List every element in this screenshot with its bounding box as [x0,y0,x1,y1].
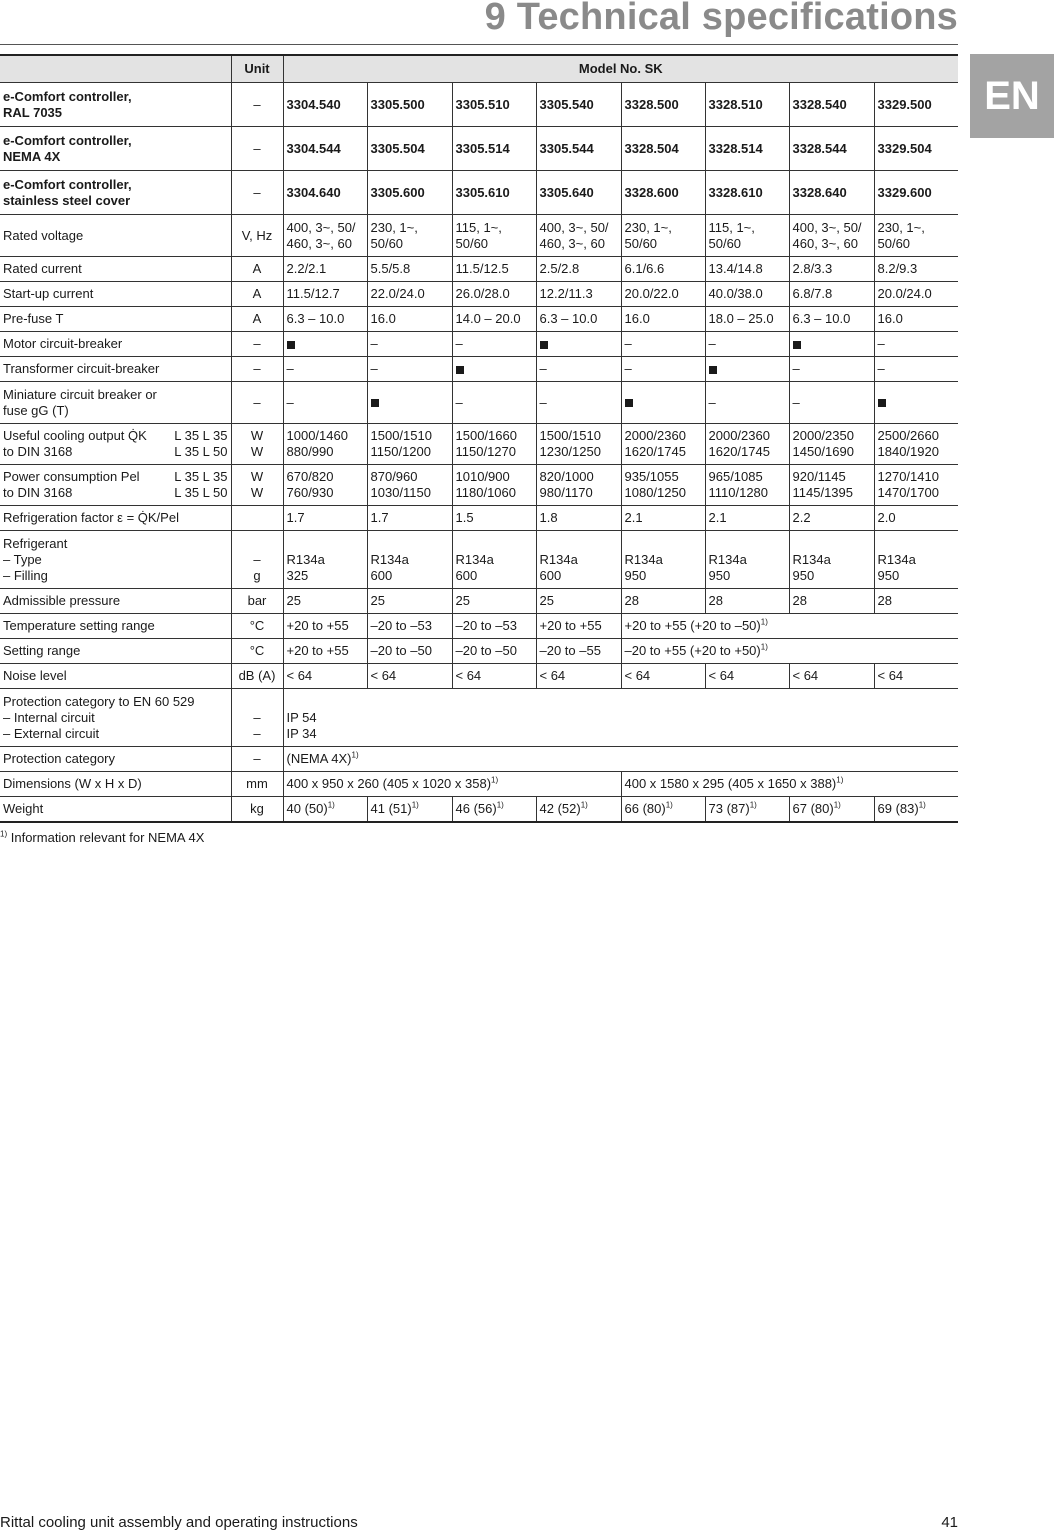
table-cell: 16.0 [621,307,705,332]
table-cell-merged: –20 to +55 (+20 to +50)$^{1)}$ [621,639,958,664]
table-cell: 11.5/12.5 [452,257,536,282]
page-number: 41 [941,1514,958,1531]
table-cell: 2000/2360 1620/1745 [621,424,705,465]
table-cell: 26.0/28.0 [452,282,536,307]
row-unit: – – [231,689,283,747]
row-unit: kg [231,797,283,822]
row-label: Temperature setting range [0,614,231,639]
table-cell: – [452,382,536,424]
table-row [0,664,958,689]
table-cell: 3305.540 [536,83,621,127]
table-cell [874,382,958,424]
table-cell: R134a 325 [283,531,367,589]
table-cell: 3328.500 [621,83,705,127]
table-cell: 20.0/24.0 [874,282,958,307]
table-cell: 230, 1~, 50/60 [621,215,705,257]
row-label: Noise level [0,664,231,689]
row-unit: – g [231,531,283,589]
table-cell: 3304.640 [283,171,367,215]
table-cell: 46 $(56)^{1)}$ [452,797,536,822]
table-cell: < 64 [452,664,536,689]
table-cell: 3328.640 [789,171,874,215]
row-label: e-Comfort controller, NEMA 4X [0,127,231,171]
table-row [0,531,958,589]
row-unit: A [231,257,283,282]
table-cell: 28 [874,589,958,614]
row-unit: – [231,83,283,127]
table-cell: +20 to +55 [536,614,621,639]
table-row [0,506,958,531]
table-cell: 400, 3~, 50/ 460, 3~, 60 [536,215,621,257]
table-row [0,589,958,614]
row-unit: – [231,332,283,357]
row-label: Transformer circuit-breaker [0,357,231,382]
table-cell: 22.0/24.0 [367,282,452,307]
table-cell: – [874,357,958,382]
table-cell: 18.0 – 25.0 [705,307,789,332]
header-blank [0,55,231,83]
table-cell: < 64 [283,664,367,689]
table-cell: – [789,382,874,424]
header-unit: Unit [231,55,283,83]
table-cell: 2500/2660 1840/1920 [874,424,958,465]
row-label: Miniature circuit breaker or fuse gG (T) [0,382,231,424]
row-label: Power consumption Pel L 35 L 35 to DIN 3168 L 35 L 50 [0,465,231,506]
table-cell: < 64 [705,664,789,689]
table-cell: 3328.600 [621,171,705,215]
table-cell: 2.0 [874,506,958,531]
table-cell: 6.3 – 10.0 [283,307,367,332]
table-cell: 230, 1~, 50/60 [367,215,452,257]
table-cell: 400, 3~, 50/ 460, 3~, 60 [283,215,367,257]
table-cell: –20 to –50 [452,639,536,664]
table-cell: 3305.500 [367,83,452,127]
row-label: Motor circuit-breaker [0,332,231,357]
table-cell: 2.5/2.8 [536,257,621,282]
table-cell: 73 $(87)^{1)}$ [705,797,789,822]
table-cell: 66 $(80)^{1)}$ [621,797,705,822]
table-cell: 1.7 [367,506,452,531]
table-cell: – [452,332,536,357]
table-row [0,127,958,171]
filled-square-icon [793,341,801,349]
table-cell: 25 [452,589,536,614]
table-cell-merged: IP 54 IP 34 [283,689,958,747]
footnote: $^{1)}$ Information relevant for NEMA 4X [0,829,205,845]
table-cell: 25 [283,589,367,614]
table-row [0,689,958,747]
table-cell: 1270/1410 1470/1700 [874,465,958,506]
table-cell: 25 [367,589,452,614]
table-cell: – [789,357,874,382]
row-unit: V, Hz [231,215,283,257]
row-unit: mm [231,772,283,797]
table-cell: 28 [705,589,789,614]
table-cell: R134a 950 [621,531,705,589]
table-cell: 820/1000 980/1170 [536,465,621,506]
table-cell: 935/1055 1080/1250 [621,465,705,506]
row-label: Rated current [0,257,231,282]
table-cell: 8.2/9.3 [874,257,958,282]
table-cell: 3305.504 [367,127,452,171]
table-cell: 3328.544 [789,127,874,171]
table-cell: 2000/2360 1620/1745 [705,424,789,465]
table-cell: 67 $(80)^{1)}$ [789,797,874,822]
table-cell: 3304.540 [283,83,367,127]
table-cell: 25 [536,589,621,614]
table-cell: R134a 600 [536,531,621,589]
table-cell [705,357,789,382]
table-cell: 115, 1~, 50/60 [452,215,536,257]
table-cell [621,382,705,424]
table-cell: 6.1/6.6 [621,257,705,282]
row-label: Rated voltage [0,215,231,257]
table-cell: 20.0/22.0 [621,282,705,307]
table-row [0,772,958,797]
table-cell: 2.1 [621,506,705,531]
table-cell: – [536,357,621,382]
table-cell: 3305.514 [452,127,536,171]
table-cell: 28 [621,589,705,614]
table-cell-merged: 400 x 1580 x 295 (405 x 1650 x 388)$^{1)}$ [621,772,958,797]
row-label: Refrigerant – Type – Filling [0,531,231,589]
table-cell: 1.8 [536,506,621,531]
table-header-row [0,55,958,83]
table-cell: < 64 [621,664,705,689]
row-label: Pre-fuse T [0,307,231,332]
table-cell: 870/960 1030/1150 [367,465,452,506]
table-cell: +20 to +55 [283,614,367,639]
table-row [0,797,958,822]
table-cell: 2.2/2.1 [283,257,367,282]
table-cell: 1.5 [452,506,536,531]
table-cell: 3329.500 [874,83,958,127]
table-cell: 965/1085 1110/1280 [705,465,789,506]
table-cell: 12.2/11.3 [536,282,621,307]
table-cell: – [621,332,705,357]
table-row [0,465,958,506]
row-label: e-Comfort controller, RAL 7035 [0,83,231,127]
row-label: Weight [0,797,231,822]
table-row [0,614,958,639]
table-cell: 1500/1510 1150/1200 [367,424,452,465]
table-cell: 670/820 760/930 [283,465,367,506]
row-label: Setting range [0,639,231,664]
table-cell: 11.5/12.7 [283,282,367,307]
table-cell: 1.7 [283,506,367,531]
table-cell: 6.3 – 10.0 [789,307,874,332]
row-unit: W W [231,424,283,465]
table-cell: – [874,332,958,357]
table-row [0,215,958,257]
row-label: Refrigeration factor ε = Q̇K/Pel [0,506,231,531]
table-cell: 920/1145 1145/1395 [789,465,874,506]
table-cell: 3305.610 [452,171,536,215]
table-cell: 3328.510 [705,83,789,127]
table-cell: 230, 1~, 50/60 [874,215,958,257]
table-cell: –20 to –50 [367,639,452,664]
row-unit: A [231,307,283,332]
table-row [0,639,958,664]
table-cell: 16.0 [367,307,452,332]
table-cell: < 64 [367,664,452,689]
table-cell: 5.5/5.8 [367,257,452,282]
filled-square-icon [878,399,886,407]
table-cell: – [367,332,452,357]
table-cell: 1000/1460 880/990 [283,424,367,465]
table-cell: 1500/1510 1230/1250 [536,424,621,465]
table-cell: 6.8/7.8 [789,282,874,307]
table-row [0,257,958,282]
filled-square-icon [456,366,464,374]
table-cell: – [705,382,789,424]
table-cell: 1500/1660 1150/1270 [452,424,536,465]
table-cell: 40 $(50)^{1)}$ [283,797,367,822]
table-row [0,382,958,424]
table-row [0,282,958,307]
table-cell: R134a 950 [874,531,958,589]
table-cell: – [536,382,621,424]
table-row [0,747,958,772]
table-cell: – [367,357,452,382]
row-label: e-Comfort controller, stainless steel cover [0,171,231,215]
table-row [0,83,958,127]
row-unit: °C [231,614,283,639]
table-cell: < 64 [536,664,621,689]
table-cell: 14.0 – 20.0 [452,307,536,332]
table-cell [367,382,452,424]
filled-square-icon [625,399,633,407]
row-label: Start-up current [0,282,231,307]
table-cell: 13.4/14.8 [705,257,789,282]
row-unit: A [231,282,283,307]
table-cell: < 64 [789,664,874,689]
filled-square-icon [709,366,717,374]
table-cell: < 64 [874,664,958,689]
table-cell: 3305.640 [536,171,621,215]
table-cell: +20 to +55 [283,639,367,664]
table-cell: 3328.610 [705,171,789,215]
row-label: Dimensions (W x H x D) [0,772,231,797]
table-cell: – [621,357,705,382]
table-row [0,424,958,465]
table-cell: – [705,332,789,357]
table-cell: 3328.514 [705,127,789,171]
filled-square-icon [287,341,295,349]
row-unit: dB (A) [231,664,283,689]
table-cell [789,332,874,357]
table-cell: R134a 950 [705,531,789,589]
table-cell: 16.0 [874,307,958,332]
spec-table [0,54,958,823]
table-cell: 40.0/38.0 [705,282,789,307]
row-label: Useful cooling output Q̇K L 35 L 35 to DIN 3168 L 35 L 50 [0,424,231,465]
row-unit: – [231,747,283,772]
table-row [0,171,958,215]
table-cell-merged: (NEMA 4X)$^{1)}$ [283,747,958,772]
filled-square-icon [540,341,548,349]
row-unit: bar [231,589,283,614]
table-cell: 3328.540 [789,83,874,127]
table-cell: – [283,357,367,382]
footer-title: Rittal cooling unit assembly and operating instructions [0,1514,358,1531]
row-unit: – [231,382,283,424]
table-cell: –20 to –55 [536,639,621,664]
table-cell: – [283,382,367,424]
table-cell [536,332,621,357]
title-divider [0,44,958,45]
table-cell: 3305.510 [452,83,536,127]
table-cell-merged: 400 x 950 x 260 (405 x 1020 x 358)$^{1)}$ [283,772,621,797]
table-cell: 28 [789,589,874,614]
table-cell: 115, 1~, 50/60 [705,215,789,257]
table-cell: 1010/900 1180/1060 [452,465,536,506]
row-unit [231,506,283,531]
table-cell: –20 to –53 [367,614,452,639]
table-cell: 2000/2350 1450/1690 [789,424,874,465]
language-tab[interactable]: EN [970,54,1054,138]
table-cell-merged: +20 to +55 (+20 to –50)$^{1)}$ [621,614,958,639]
table-cell: 400, 3~, 50/ 460, 3~, 60 [789,215,874,257]
table-cell: 3305.544 [536,127,621,171]
table-cell: 3328.504 [621,127,705,171]
row-label: Protection category to EN 60 529 – Internal circuit – External circuit [0,689,231,747]
table-cell: 3304.544 [283,127,367,171]
row-unit: °C [231,639,283,664]
table-cell: 3329.504 [874,127,958,171]
table-cell: R134a 950 [789,531,874,589]
table-cell: 69 $(83)^{1)}$ [874,797,958,822]
table-cell: 6.3 – 10.0 [536,307,621,332]
table-row [0,357,958,382]
table-cell: –20 to –53 [452,614,536,639]
table-row [0,307,958,332]
table-cell [283,332,367,357]
row-unit: – [231,357,283,382]
table-cell: 41 $(51)^{1)}$ [367,797,452,822]
filled-square-icon [371,399,379,407]
table-cell: 2.8/3.3 [789,257,874,282]
table-cell: 2.1 [705,506,789,531]
table-cell: 2.2 [789,506,874,531]
table-cell: R134a 600 [367,531,452,589]
table-cell: 3329.600 [874,171,958,215]
table-cell: R134a 600 [452,531,536,589]
row-label: Protection category [0,747,231,772]
row-unit: – [231,171,283,215]
row-unit: – [231,127,283,171]
table-cell [452,357,536,382]
table-row [0,332,958,357]
row-unit: W W [231,465,283,506]
table-cell: 3305.600 [367,171,452,215]
header-model: Model No. SK [283,55,958,83]
page-title: 9 Technical specifications [484,0,958,38]
table-cell: 42 $(52)^{1)}$ [536,797,621,822]
row-label: Admissible pressure [0,589,231,614]
